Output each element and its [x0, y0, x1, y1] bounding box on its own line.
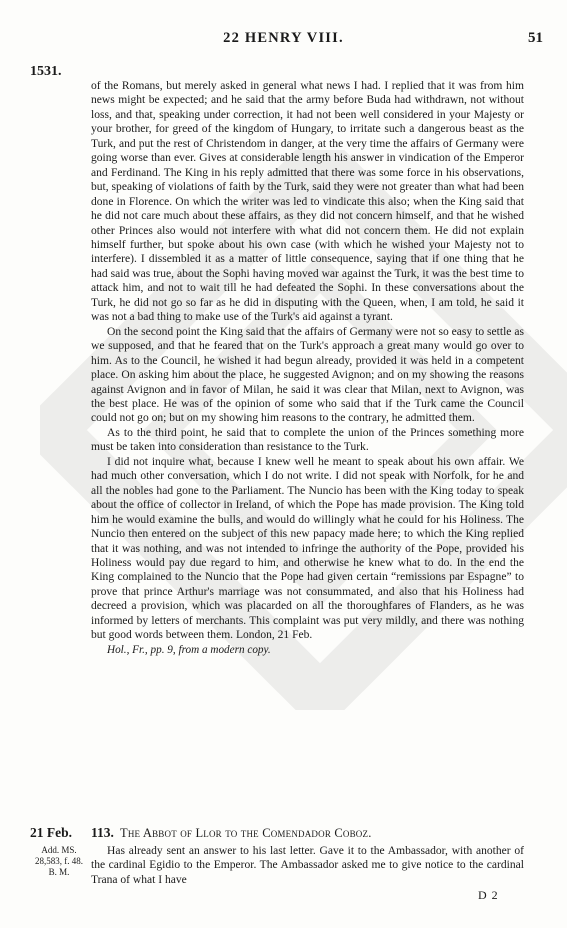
manuscript-ref-line: Add. MS. [41, 845, 77, 855]
margin-year: 1531. [30, 64, 62, 79]
entry-text: Has already sent an answer to his last letter. Gave it to the Ambassador, with another of the cardinal Egidio to the Emperor. The Ambassador asked me to give notice to the cardinal Trana of what I have [91, 845, 524, 886]
body-paragraph: I did not inquire what, because I knew well he meant to speak about his own affair. We had much other conversation, which I do not write. I did not speak with Norfolk, for he and all the nobles had gone to the Parliament. The Nuncio has been with the King today to speak about the office of collector in Ireland, of which the Pope has made provision. The King told him he would examine the bulls, and would do willingly what he could for his Holiness. The Nuncio then entered on the subject of this new papacy made here; to which the King replied that it was nothing, and was not intended to infringe the authority of the Pope, provided his Holiness would pay due regard to him, and otherwise he knew what to do. In the end the King complained to the Nuncio that the Pope had given certain “remissions par Espagne” to prove that prince Arthur's marriage was not consummated, and also that his Holiness had decreed a provision, which was placarded on all the thoroughfares of Flanders, as he was informed by letters of merchants. This complaint was put very mildly, and there was nothing but good words between them. London, 21 Feb. [91, 455, 524, 642]
body-paragraph: On the second point the King said that the affairs of Germany were not so easy to settle as we supposed, and that he feared that on the Turk's approach a great many would go over to him. As to the Council, he wished it had begun already, provided it was held in a competent place. On asking him about the place, he suggested Avignon; and on my showing the reasons against Avignon and in favor of Milan, he said it was clear that Milan, next to Avignon, was the best place. He was of the opinion of some who said that if the Turk came the Council could not go on; but on my showing him reasons to the contrary, he admitted them. [91, 325, 524, 425]
body-paragraph: of the Romans, but merely asked in general what news I had. I replied that it was from him news might be expected; and he said that the army before Buda had withdrawn, not without loss, and that, speaking under correction, it had not been well considered in your Majesty or your brother, for greed of the kingdom of Hungary, to irritate such a dangerous beast as the Turk, and put the rest of Christendom in danger, at the very time the affairs of Germany were going worse than ever. Gives at considerable length his answer in vindication of the Emperor and Ferdinand. The King in his reply admitted that there was some force in his observations, but, speaking of violations of faith by the Turk, said they were not greater than what had been done in Florence. On which the writer was led to vindicate this also; when the King said that he did not care much about these affairs, as they did not concern himself, and that he wished other Princes also would not interfere with what did not concern them. He did not explain himself further, but spoke about his own case (with which he wished your Majesty not to interfere). I dissembled it as a matter of little consequence, saying that if one thing that he had said was true, about the Sophi having moved war against the Turk, it was the best time to attack him, and not to wait till he had defeated the Sophi. In these conversations about the Turk, he did not go so far as he did in disputing with the Queen, when, I am told, he said it was not a bad thing to make use of the Turk's aid against a tyrant. [91, 80, 524, 324]
entry-date: 21 Feb. [30, 825, 72, 840]
signature-mark: D 2 [478, 888, 499, 902]
manuscript-ref-line: 28,583, f. 48. [35, 856, 83, 866]
letter-body [91, 79, 524, 657]
entry-number: 113. [91, 825, 114, 840]
running-head: 22 HENRY VIII. [223, 30, 344, 46]
page-header [0, 30, 567, 52]
manuscript-ref-line: B. M. [48, 867, 70, 877]
source-citation: Hol., Fr., pp. 9, from a modern copy. [107, 643, 271, 656]
manuscript-reference [30, 845, 88, 878]
entry-title: The Abbot of Llor to the Comendador Coboz. [120, 826, 372, 840]
body-paragraph: As to the third point, he said that to complete the union of the Princes something more must be taken into consideration than resistance to the Turk. [91, 426, 524, 454]
page-number: 51 [528, 30, 543, 46]
